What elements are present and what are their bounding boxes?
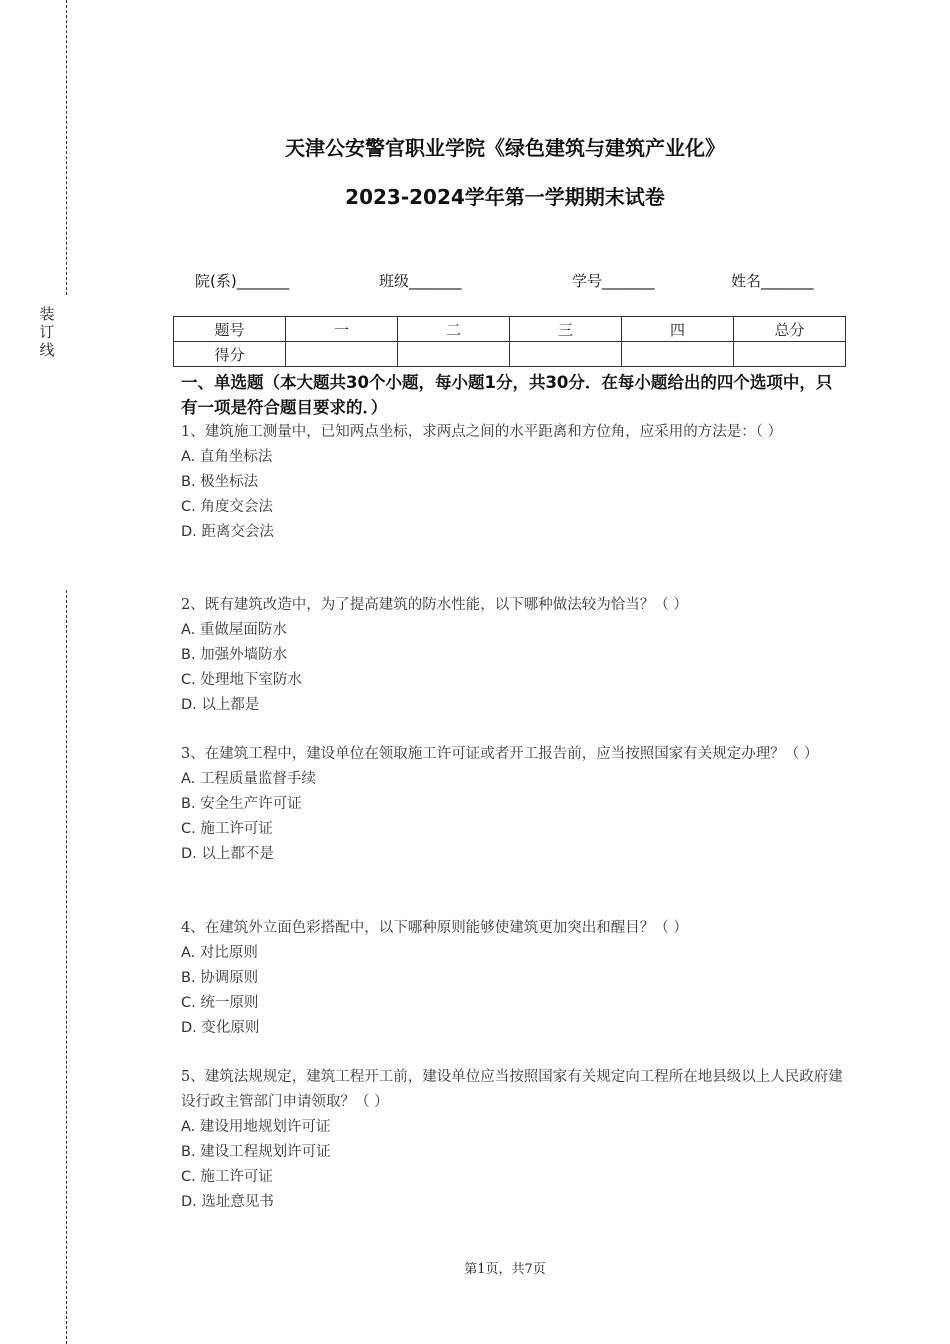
score-table-header: 二 [398, 317, 510, 342]
score-table-header: 四 [622, 317, 734, 342]
option-text: 安全生产许可证 [195, 796, 302, 812]
option-a[interactable] [181, 445, 843, 470]
question-stem: 5、建筑法规规定，建筑工程开工前，建设单位应当按照国家有关规定向工程所在地县级以上人民政府建设行政主管部门申请领取？（ ） [181, 1069, 843, 1110]
student-info-row [0, 270, 950, 292]
option-text: 距离交会法 [196, 524, 274, 540]
score-table-header: 一 [286, 317, 398, 342]
class-field[interactable]: 班级_______ [379, 272, 462, 290]
option-letter: D. [181, 846, 197, 862]
question-2 [181, 593, 843, 718]
score-table-header: 总分 [734, 317, 846, 342]
option-d[interactable] [181, 693, 843, 718]
option-c[interactable] [181, 668, 843, 693]
option-letter: A. [181, 1119, 196, 1135]
option-letter: A. [181, 622, 196, 638]
option-a[interactable] [181, 941, 843, 966]
option-d[interactable] [181, 842, 843, 867]
student-id-field[interactable]: 学号_______ [572, 272, 655, 290]
option-b[interactable] [181, 643, 843, 668]
option-d[interactable] [181, 1016, 843, 1041]
option-letter: D. [181, 1020, 197, 1036]
option-text: 直角坐标法 [195, 449, 273, 465]
question-5 [181, 1065, 843, 1215]
question-stem: 3、在建筑工程中，建设单位在领取施工许可证或者开工报告前，应当按照国家有关规定办理？（ ） [181, 746, 819, 762]
option-letter: C. [181, 995, 196, 1011]
option-text: 选址意见书 [196, 1194, 274, 1210]
question-stem: 1、建筑施工测量中，已知两点坐标，求两点之间的水平距离和方位角，应采用的方法是：（ ） [181, 424, 783, 440]
option-c[interactable] [181, 495, 843, 520]
option-letter: C. [181, 821, 196, 837]
score-table-header: 题号 [174, 317, 286, 342]
score-table [173, 316, 846, 367]
binding-char: 订 [39, 323, 55, 341]
option-b[interactable] [181, 792, 843, 817]
option-text: 施工许可证 [195, 821, 273, 837]
option-text: 对比原则 [195, 945, 258, 961]
option-text: 极坐标法 [195, 474, 259, 490]
option-b[interactable] [181, 1140, 843, 1165]
question-4 [181, 916, 843, 1041]
option-letter: D. [181, 524, 197, 540]
option-letter: C. [181, 1169, 196, 1185]
option-text: 以上都是 [196, 697, 260, 713]
option-letter: C. [181, 672, 196, 688]
question-3 [181, 742, 843, 867]
dept-field[interactable]: 院(系)_______ [195, 272, 290, 290]
option-letter: A. [181, 449, 196, 465]
option-text: 建设用地规划许可证 [195, 1119, 331, 1135]
option-d[interactable] [181, 520, 843, 545]
score-table-header: 三 [510, 317, 622, 342]
option-text: 统一原则 [195, 995, 259, 1011]
page-number: 第1页，共7页 [464, 1262, 546, 1277]
score-cell[interactable] [510, 342, 622, 367]
option-text: 角度交会法 [195, 499, 273, 515]
option-c[interactable] [181, 991, 843, 1016]
option-text: 加强外墙防水 [195, 647, 288, 663]
option-text: 以上都不是 [196, 846, 274, 862]
score-cell[interactable] [734, 342, 846, 367]
option-letter: B. [181, 1144, 196, 1160]
option-b[interactable] [181, 966, 843, 991]
option-a[interactable] [181, 618, 843, 643]
option-letter: A. [181, 945, 196, 961]
option-text: 建设工程规划许可证 [195, 1144, 331, 1160]
option-letter: B. [181, 647, 196, 663]
option-text: 处理地下室防水 [195, 672, 302, 688]
option-letter: B. [181, 796, 196, 812]
score-cell[interactable] [398, 342, 510, 367]
option-letter: C. [181, 499, 196, 515]
binding-dashed-line-bottom [66, 590, 67, 1344]
option-c[interactable] [181, 817, 843, 842]
option-text: 重做屋面防水 [195, 622, 287, 638]
score-cell[interactable] [286, 342, 398, 367]
option-text: 工程质量监督手续 [195, 771, 316, 787]
option-letter: B. [181, 970, 196, 986]
section-heading: 一、单选题（本大题共30个小题，每小题1分，共30分．在每小题给出的四个选项中，只有一项是符合题目要求的．） [181, 373, 833, 417]
exam-title: 天津公安警官职业学院《绿色建筑与建筑产业化》 [285, 136, 725, 160]
option-letter: A. [181, 771, 196, 787]
option-b[interactable] [181, 470, 843, 495]
score-cell[interactable] [622, 342, 734, 367]
option-d[interactable] [181, 1190, 843, 1215]
question-1 [181, 420, 843, 545]
score-row-label: 得分 [174, 342, 286, 367]
score-table-score-row [174, 342, 846, 367]
option-text: 协调原则 [195, 970, 259, 986]
option-letter: B. [181, 474, 196, 490]
question-stem: 4、在建筑外立面色彩搭配中，以下哪种原则能够使建筑更加突出和醒目？（ ） [181, 920, 688, 936]
option-a[interactable] [181, 767, 843, 792]
option-text: 变化原则 [196, 1020, 260, 1036]
option-letter: D. [181, 1194, 197, 1210]
option-letter: D. [181, 697, 197, 713]
name-field[interactable]: 姓名_______ [731, 272, 814, 290]
binding-label [38, 305, 56, 359]
option-text: 施工许可证 [195, 1169, 273, 1185]
score-table-header-row [174, 317, 846, 342]
question-stem: 2、既有建筑改造中，为了提高建筑的防水性能，以下哪种做法较为恰当？（ ） [181, 597, 688, 613]
option-a[interactable] [181, 1115, 843, 1140]
option-c[interactable] [181, 1165, 843, 1190]
binding-char: 装 [39, 305, 55, 323]
exam-subtitle: 2023-2024学年第一学期期末试卷 [345, 185, 665, 209]
binding-char: 线 [39, 341, 55, 359]
